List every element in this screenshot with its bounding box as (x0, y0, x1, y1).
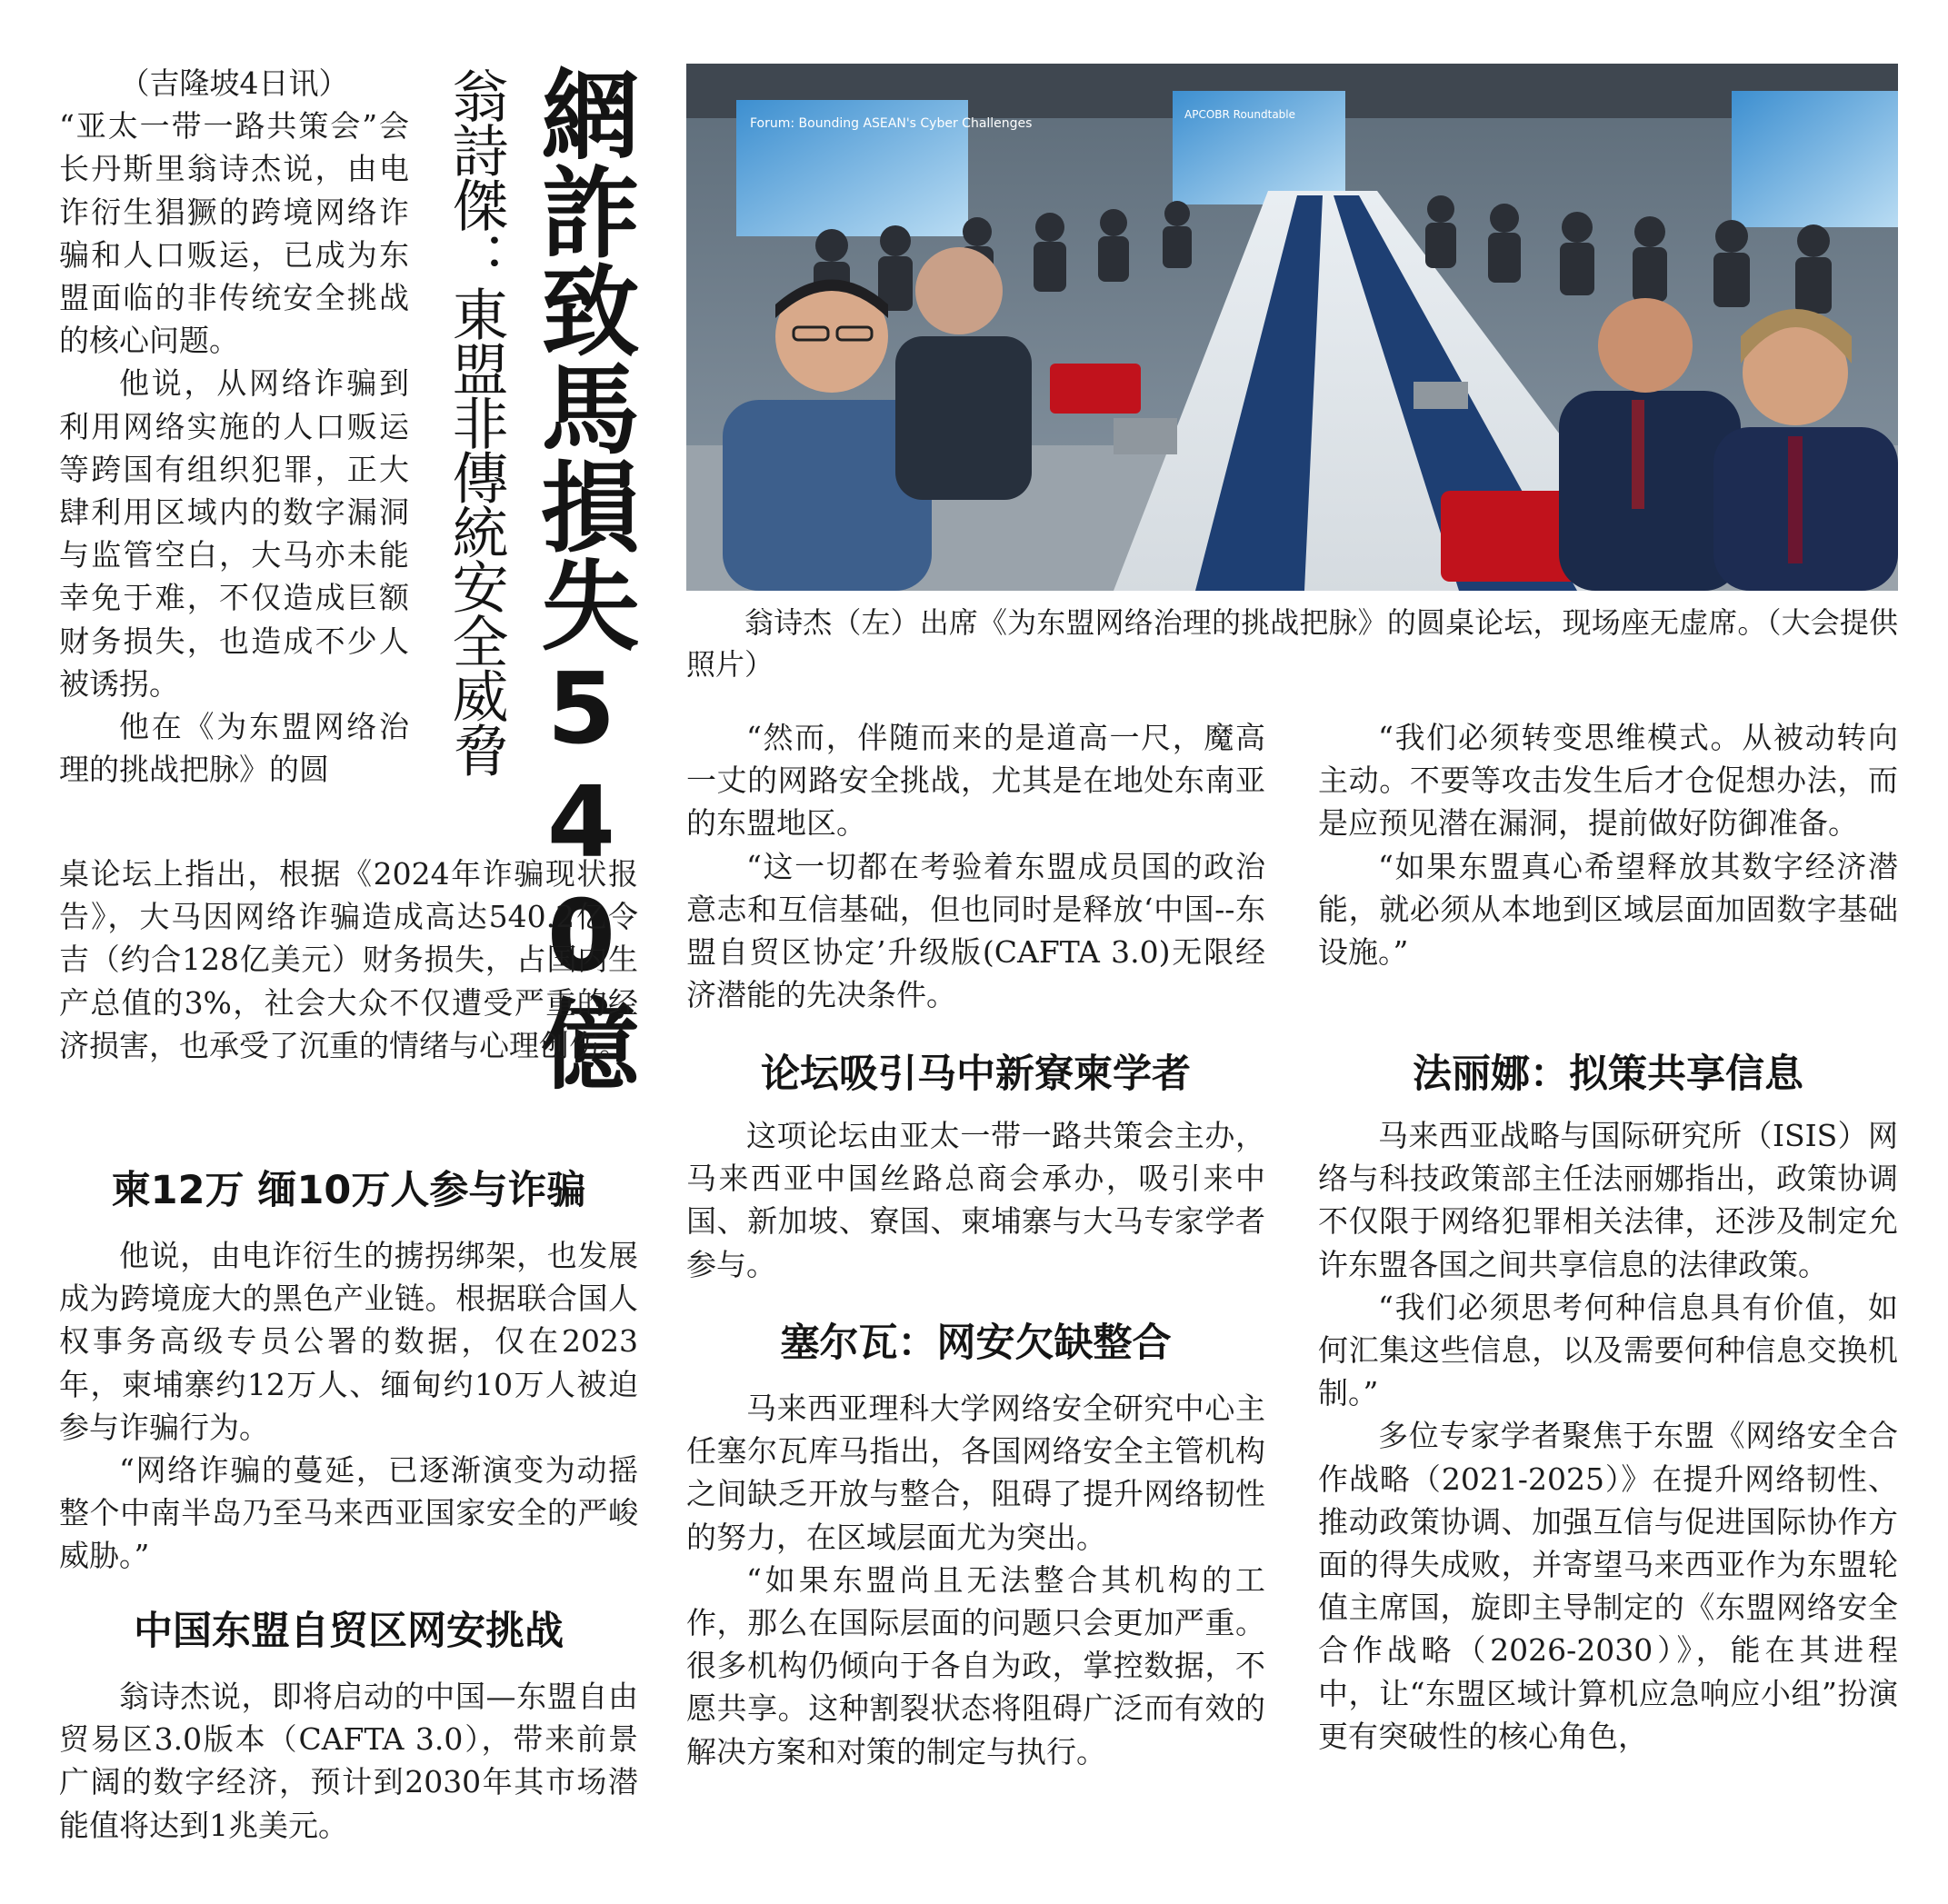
screen-left-text: Forum: Bounding ASEAN's Cyber Challenges (750, 116, 1033, 131)
col2-section-2 (686, 1114, 1265, 1286)
headline-main: 網詐致馬損失540億 (524, 64, 638, 1092)
col2-subhead-1: 论坛吸引马中新寮柬学者 (761, 1052, 1191, 1097)
col1-subhead-1: 柬12万 缅10万人参与诈骗 (111, 1168, 586, 1213)
red-bag-left (1050, 364, 1141, 414)
screen-center-text: APCOBR Roundtable (1184, 108, 1296, 121)
col1-section-3 (59, 1675, 638, 1847)
headline-sub: 翁詩傑：東盟非傳統安全威脅 (443, 67, 509, 776)
col2-section-3 (686, 1387, 1265, 1773)
col3-top (1318, 716, 1898, 973)
col1-paragraph-3a: 他在《为东盟网络治理的挑战把脉》的圆 (59, 709, 409, 788)
col2-subhead-2: 塞尔瓦：网安欠缺整合 (780, 1321, 1172, 1366)
col1-bottom (59, 852, 638, 1067)
col1-paragraph-2: 他说，从网络诈骗到利用网络实施的人口贩运等跨国有组织犯罪，正大肆利用区域内的数字漏洞与监管空白，大马亦未能幸免于难，不仅造成巨额财务损失，也造成不少人被诱拐。 (59, 365, 409, 702)
col1-top (59, 62, 409, 791)
col1-section-2 (59, 1234, 638, 1578)
col3-paragraph-1: “我们必须转变思维模式。从被动转向主动。不要等攻击发生后才仓促想办法，而是应预见潜在漏洞，提前做好防御准备。 (1318, 720, 1898, 842)
forum-photo-illustration (686, 64, 1898, 591)
col2-paragraph-2: “这一切都在考验着东盟成员国的政治意志和互信基础，但也同时是释放‘中国--东盟自贸区协定’升级版(CAFTA 3.0)无限经济潜能的先决条件。 (686, 848, 1265, 1013)
col1-subhead-2: 中国东盟自贸区网安挑战 (134, 1609, 564, 1654)
col2-paragraph-1: “然而，伴随而来的是道高一尺，魔高一丈的网路安全挑战，尤其是在地处东南亚的东盟地区。 (686, 720, 1265, 842)
col2-paragraph-3: 这项论坛由亚太一带一路共策会主办，马来西亚中国丝路总商会承办，吸引来中国、新加坡、寮国、柬埔寨与大马专家学者参与。 (686, 1118, 1265, 1282)
col3-subhead-1: 法丽娜：拟策共享信息 (1413, 1052, 1803, 1097)
col3-paragraph-2: “如果东盟真心希望释放其数字经济潜能，就必须从本地到区域层面加固数字基础设施。” (1318, 848, 1898, 971)
col3-section-2 (1318, 1114, 1898, 1758)
screen-right (1732, 91, 1898, 227)
col3-paragraph-4: “我们必须思考何种信息具有价值，如何汇集这些信息，以及需要何种信息交换机制。” (1318, 1289, 1898, 1411)
col3-paragraph-5: 多位专家学者聚焦于东盟《网络安全合作战略（2021-2025）》在提升网络韧性、推动政策协调、加强互信与促进国际协作方面的得失成败，并寄望马来西亚作为东盟轮值主席国，旋即主导制定的《东盟网络安全合作战略（2026-2030）》，能在其进程中，让“东盟区域计算机应急响应小组”扮演更有突破性的核心角色， (1318, 1418, 1898, 1754)
col3-paragraph-3: 马来西亚战略与国际研究所（ISIS）网络与科技政策部主任法丽娜指出，政策协调不仅限于网络犯罪相关法律，还涉及制定允许东盟各国之间共享信息的法律政策。 (1318, 1118, 1898, 1282)
photo-caption: 翁诗杰（左）出席《为东盟网络治理的挑战把脉》的圆桌论坛，现场座无虚席。（大会提供照片） (686, 605, 1898, 682)
col2-paragraph-5: “如果东盟尚且无法整合其机构的工作，那么在国际层面的问题只会更加严重。很多机构仍倾向于各自为政，掌控数据，不愿共享。这种割裂状态将阻碍广泛而有效的解决方案和对策的制定与执行。 (686, 1561, 1265, 1769)
photo-caption-block (686, 602, 1898, 685)
col2-paragraph-4: 马来西亚理科大学网络安全研究中心主任塞尔瓦库马指出，各国网络安全主管机构之间缺乏开放与整合，阻碍了提升网络韧性的努力，在区域层面尤为突出。 (686, 1391, 1265, 1555)
dateline: （吉隆坡4日讯） (119, 65, 349, 101)
col1-paragraph-1: “亚太一带一路共策会”会长丹斯里翁诗杰说，由电诈衍生猖獗的跨境网络诈骗和人口贩运，已成为东盟面临的非传统安全挑战的核心问题。 (59, 108, 409, 359)
col1-paragraph-4: 他说，由电诈衍生的掳拐绑架，也发展成为跨境庞大的黑色产业链。根据联合国人权事务高级专员公署的数据，仅在2023年，柬埔寨约12万人、缅甸约10万人被迫参与诈骗行为。 (59, 1238, 638, 1445)
col1-paragraph-5: “网络诈骗的蔓延，已逐渐演变为动摇整个中南半岛乃至马来西亚国家安全的严峻威胁。” (59, 1452, 638, 1574)
col1-paragraph-3b: 桌论坛上指出，根据《2024年诈骗现状报告》，大马因网络诈骗造成高达540.2亿令吉（约合128亿美元）财务损失，占国内生产总值的3%，社会大众不仅遭受严重的经济损害，也承受了沉重的情绪与心理创伤。 (59, 856, 638, 1063)
forum-photo (686, 64, 1898, 591)
col1-paragraph-6: 翁诗杰说，即将启动的中国—东盟自由贸易区3.0版本（CAFTA 3.0），带来前景广阔的数字经济，预计到2030年其市场潜能值将达到1兆美元。 (59, 1679, 638, 1843)
col2-top (686, 716, 1265, 1016)
